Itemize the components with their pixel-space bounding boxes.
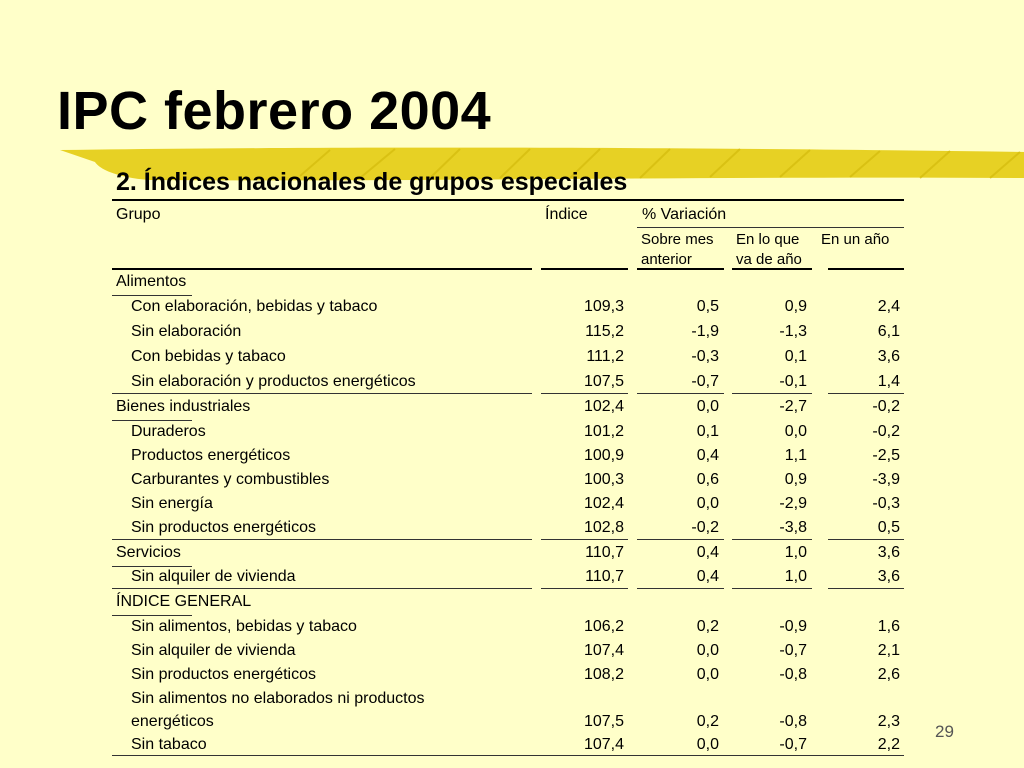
cell-ano-curso: -0,7 [779, 642, 807, 659]
header-en-lo-que-1: En lo que [736, 231, 800, 248]
cell-indice: 102,4 [583, 495, 624, 512]
cell-indice: 110,7 [585, 544, 624, 561]
cell-anual: 0,5 [877, 519, 900, 536]
row-label: Sin alquiler de vivienda [131, 642, 296, 659]
cell-anual: 1,6 [877, 618, 900, 635]
cell-mes: -0,2 [691, 519, 719, 536]
group-separator [112, 539, 532, 540]
header-rule-ano-curso [732, 268, 812, 270]
cell-mes: 0,4 [696, 544, 719, 561]
cell-ano-curso: 0,9 [784, 298, 807, 315]
cell-mes: 0,1 [696, 423, 719, 440]
cell-anual: 3,6 [877, 568, 900, 585]
header-rule-indice [541, 268, 628, 270]
cell-ano-curso: -0,1 [779, 373, 807, 390]
cell-indice: 107,4 [583, 642, 624, 659]
page-number: 29 [935, 722, 954, 741]
cell-anual: -0,2 [872, 398, 900, 415]
group-underline [112, 420, 192, 421]
cell-mes: 0,2 [696, 618, 719, 635]
cell-indice: 102,8 [583, 519, 624, 536]
cell-ano-curso: -3,8 [779, 519, 807, 536]
row-label: Sin elaboración [131, 323, 242, 340]
cell-ano-curso: -0,8 [779, 666, 807, 683]
cell-ano-curso: 1,1 [784, 447, 807, 464]
cell-indice: 107,4 [583, 736, 624, 753]
group-underline [112, 615, 192, 616]
cell-anual: 2,6 [877, 666, 900, 683]
row-label: Sin productos energéticos [131, 666, 316, 683]
group-separator [637, 588, 724, 589]
group-separator [112, 588, 532, 589]
cell-indice: 101,2 [583, 423, 624, 440]
table-bottom-rule [112, 755, 904, 756]
cell-ano-curso: 0,1 [784, 348, 807, 365]
row-label: Duraderos [131, 423, 206, 440]
header-indice: Índice [545, 206, 588, 223]
cell-anual: 1,4 [877, 373, 900, 390]
cell-indice: 110,7 [585, 568, 624, 585]
row-label: Carburantes y combustibles [131, 471, 330, 488]
row-label: Sin productos energéticos [131, 519, 316, 536]
cell-mes: 0,0 [696, 666, 719, 683]
cell-anual: 6,1 [877, 323, 900, 340]
group-separator [112, 393, 532, 394]
group-separator [732, 539, 812, 540]
cell-indice: 106,2 [583, 618, 624, 635]
cell-indice: 102,4 [583, 398, 624, 415]
group-separator [541, 588, 628, 589]
cell-anual: -3,9 [872, 471, 900, 488]
header-sobre-mes-1: Sobre mes [641, 231, 714, 248]
cell-indice: 100,9 [583, 447, 624, 464]
cell-indice: 111,2 [586, 348, 624, 365]
header-sobre-mes-2: anterior [641, 251, 692, 268]
row-label: Alimentos [116, 273, 187, 290]
row-label: Sin alimentos no elaborados ni productos [131, 690, 425, 707]
cell-indice: 108,2 [583, 666, 624, 683]
header-grupo: Grupo [116, 206, 161, 223]
group-separator [828, 588, 904, 589]
slide-title: IPC febrero 2004 [57, 81, 492, 141]
cell-mes: 0,5 [696, 298, 719, 315]
variacion-rule [637, 227, 904, 228]
row-label: Servicios [116, 544, 181, 561]
cell-anual: -0,2 [872, 423, 900, 440]
cell-indice: 115,2 [585, 323, 624, 340]
group-separator [828, 539, 904, 540]
cell-mes: 0,0 [696, 736, 719, 753]
table-subtitle: 2. Índices nacionales de grupos especiales [116, 168, 628, 196]
cell-anual: 3,6 [877, 348, 900, 365]
cell-mes: 0,0 [696, 495, 719, 512]
group-separator [828, 393, 904, 394]
cell-ano-curso: 0,9 [784, 471, 807, 488]
cell-anual: 2,1 [877, 642, 900, 659]
cell-indice: 100,3 [583, 471, 624, 488]
cell-ano-curso: 0,0 [784, 423, 807, 440]
header-en-lo-que-2: va de año [736, 251, 802, 268]
row-label: Sin alimentos, bebidas y tabaco [131, 618, 357, 635]
cell-ano-curso: -2,7 [779, 398, 807, 415]
cell-mes: -1,9 [691, 323, 719, 340]
cell-mes: 0,6 [696, 471, 719, 488]
cell-ano-curso: -0,7 [779, 736, 807, 753]
row-label: Productos energéticos [131, 447, 291, 464]
cell-mes: 0,0 [696, 642, 719, 659]
row-label: Con elaboración, bebidas y tabaco [131, 298, 378, 315]
cell-anual: 2,3 [877, 713, 900, 730]
cell-indice: 107,5 [583, 373, 624, 390]
group-underline [112, 295, 192, 296]
cell-anual: 3,6 [877, 544, 900, 561]
cell-anual: -0,3 [872, 495, 900, 512]
cell-ano-curso: -0,9 [779, 618, 807, 635]
row-label: Bienes industriales [116, 398, 251, 415]
cell-indice: 109,3 [583, 298, 624, 315]
cell-ano-curso: 1,0 [784, 544, 807, 561]
header-en-un-ano: En un año [821, 231, 890, 248]
group-separator [732, 393, 812, 394]
row-label: Sin elaboración y productos energéticos [131, 373, 416, 390]
row-label: ÍNDICE GENERAL [116, 593, 252, 610]
cell-ano-curso: -1,3 [779, 323, 807, 340]
cell-anual: 2,4 [877, 298, 900, 315]
cell-ano-curso: -2,9 [779, 495, 807, 512]
header-rule-mes [637, 268, 724, 270]
header-variacion: % Variación [642, 206, 727, 223]
cell-mes: 0,0 [696, 398, 719, 415]
group-separator [732, 588, 812, 589]
group-separator [637, 393, 724, 394]
group-separator [637, 539, 724, 540]
row-label: Sin alquiler de vivienda [131, 568, 296, 585]
row-label: Sin energía [131, 495, 213, 512]
cell-mes: -0,7 [691, 373, 719, 390]
cell-ano-curso: 1,0 [784, 568, 807, 585]
cell-indice: 107,5 [583, 713, 624, 730]
cell-mes: 0,4 [696, 568, 719, 585]
header-rule-grupo [112, 268, 532, 270]
cell-ano-curso: -0,8 [779, 713, 807, 730]
row-label: Sin tabaco [131, 736, 207, 753]
cell-anual: 2,2 [877, 736, 900, 753]
row-label-continued: energéticos [131, 713, 214, 730]
cell-mes: -0,3 [691, 348, 719, 365]
group-separator [541, 539, 628, 540]
header-rule-anual [828, 268, 904, 270]
row-label: Con bebidas y tabaco [131, 348, 286, 365]
cell-mes: 0,4 [696, 447, 719, 464]
cell-mes: 0,2 [696, 713, 719, 730]
cell-anual: -2,5 [872, 447, 900, 464]
table-top-rule [112, 199, 904, 201]
group-separator [541, 393, 628, 394]
